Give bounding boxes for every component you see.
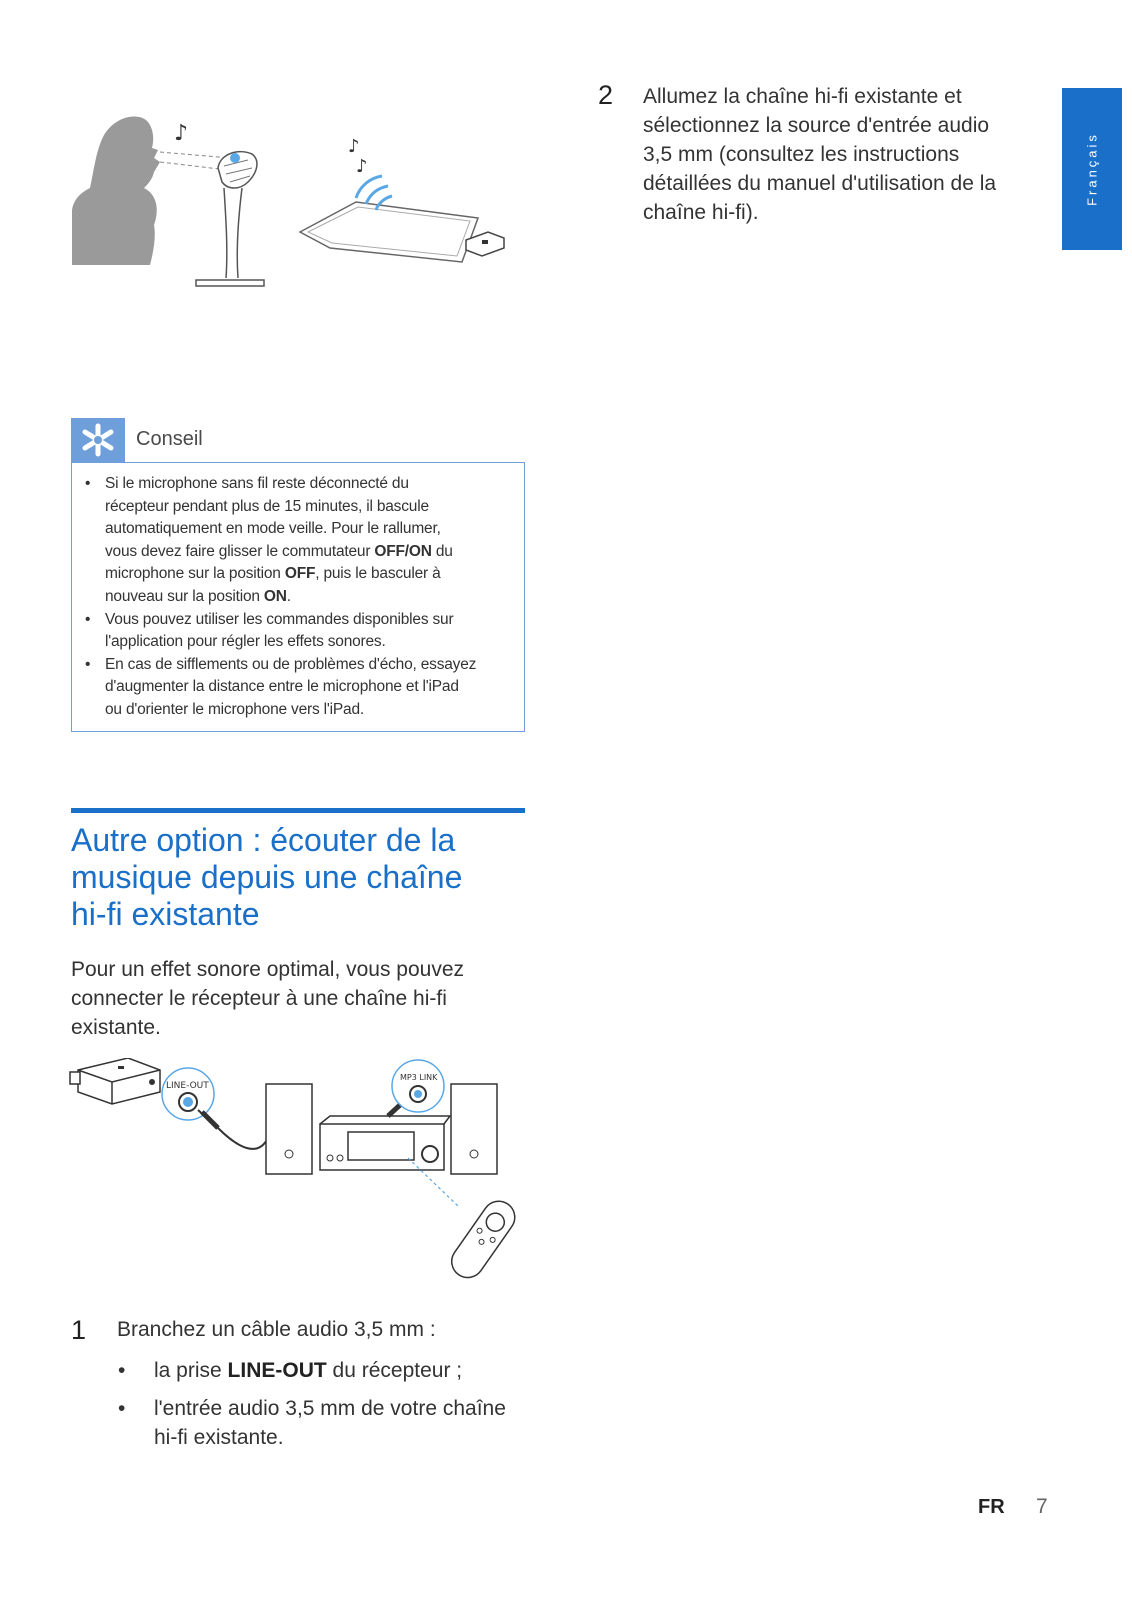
step-2-line: chaîne hi-fi). bbox=[643, 201, 759, 224]
step-1-bullet: l'entrée audio 3,5 mm de votre chaîne hi-fi existante. bbox=[154, 1397, 506, 1449]
left-speaker-icon bbox=[266, 1084, 312, 1174]
singer-silhouette bbox=[72, 116, 160, 265]
hifi-system-icon bbox=[320, 1116, 450, 1170]
language-tab bbox=[1062, 88, 1122, 250]
mp3-link-label: MP3 LINK bbox=[400, 1073, 438, 1082]
step-1-bullet: la prise LINE-OUT du récepteur ; bbox=[154, 1359, 463, 1382]
tablet-icon bbox=[300, 202, 504, 262]
line-out-label: LINE-OUT bbox=[166, 1081, 209, 1091]
step-1-number: 1 bbox=[71, 1315, 87, 1345]
step-2-text bbox=[643, 82, 1043, 227]
tip-item: • Si le microphone sans fil reste déconnecté du récepteur pendant plus de 15 minutes, il bascule automatiquement en mode veille. Pour le rallumer, vous devez faire glisser le commutateur OFF/ON du microphone sur la position OFF, puis le basculer à nouveau sur la position ON. bbox=[105, 473, 510, 609]
music-note-icon: ♪ bbox=[174, 121, 189, 146]
step-2-number: 2 bbox=[598, 80, 614, 110]
mp3-link-port-icon bbox=[392, 1060, 444, 1112]
tip-item: • En cas de sifflements ou de problèmes d'écho, essayez d'augmenter la distance entre le microphone et l'iPad ou d'orienter le microphone vers l'iPad. bbox=[105, 654, 510, 722]
step-2-line: Allumez la chaîne hi-fi existante et bbox=[643, 85, 962, 108]
page-number: 7 bbox=[1036, 1495, 1048, 1518]
right-speaker-icon bbox=[451, 1084, 497, 1174]
microphone-icon bbox=[196, 152, 264, 286]
karaoke-illustration bbox=[68, 110, 528, 300]
language-code: FR bbox=[978, 1496, 1005, 1518]
remote-control-icon bbox=[445, 1195, 521, 1284]
step-2-line: 3,5 mm (consultez les instructions bbox=[643, 143, 960, 166]
section-title: Autre option : écouter de la musique depuis une chaîne hi-fi existante bbox=[71, 822, 463, 932]
connection-diagram bbox=[68, 1058, 528, 1290]
music-note-icon: ♪ bbox=[356, 156, 368, 177]
step-2-line: sélectionnez la source d'entrée audio bbox=[643, 114, 990, 137]
step-2-line: détaillées du manuel d'utilisation de la bbox=[643, 172, 997, 195]
bullet-marker: • bbox=[118, 1397, 126, 1420]
section-intro: Pour un effet sonore optimal, vous pouvez connecter le récepteur à une chaîne hi-fi existante. bbox=[71, 958, 465, 1039]
receiver-icon bbox=[70, 1058, 160, 1104]
section-rule bbox=[71, 808, 525, 813]
tip-title: Conseil bbox=[136, 428, 203, 450]
bullet-marker: • bbox=[118, 1359, 126, 1382]
tip-box bbox=[71, 462, 525, 732]
language-tab-label: Français bbox=[1084, 132, 1100, 206]
tip-item: • Vous pouvez utiliser les commandes disponibles sur l'application pour régler les effets sonores. bbox=[105, 609, 510, 654]
step-1-text: Branchez un câble audio 3,5 mm : bbox=[117, 1318, 436, 1341]
tip-icon bbox=[71, 418, 125, 462]
music-note-icon: ♪ bbox=[348, 136, 360, 157]
line-out-port-icon bbox=[162, 1068, 214, 1120]
